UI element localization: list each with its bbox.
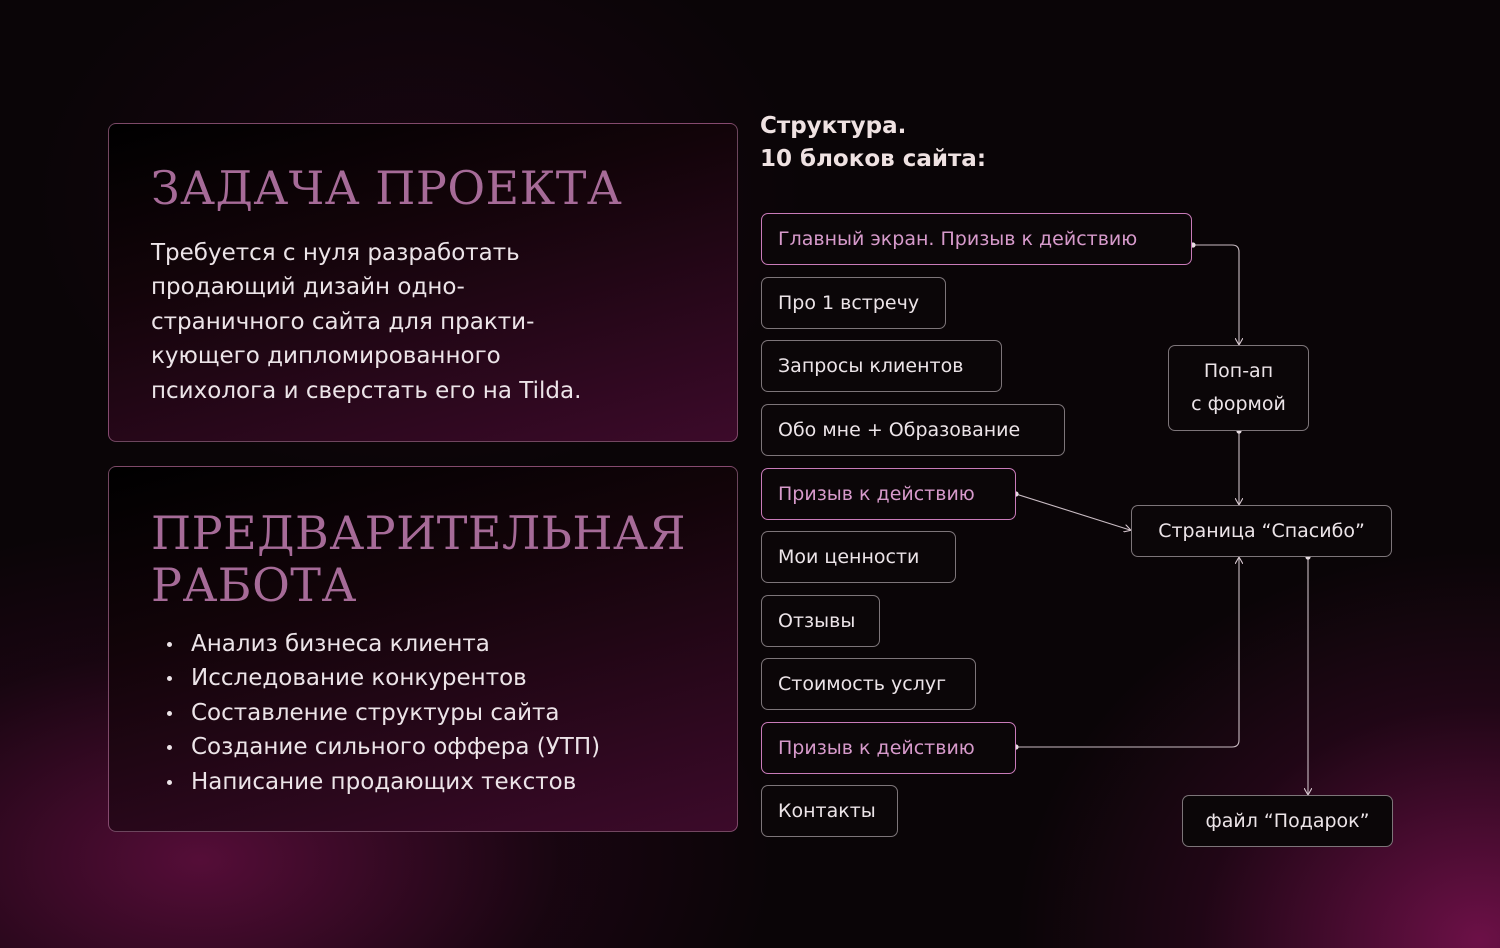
bullet-dot-icon — [167, 711, 172, 716]
structure-title-line2: 10 блоков сайта: — [760, 146, 987, 172]
block-values — [761, 531, 956, 583]
prework-item — [165, 627, 600, 661]
block-cta-2 — [761, 722, 1016, 774]
thanks-page-node — [1131, 505, 1392, 557]
task-title: ЗАДАЧА ПРОЕКТА — [151, 161, 623, 215]
gift-file-node — [1182, 795, 1393, 847]
prework-item-text: Исследование конкурентов — [191, 665, 527, 692]
prework-item-text: Составление структуры сайта — [191, 699, 560, 726]
block-label: Про 1 встречу — [778, 292, 920, 314]
prework-item-text: Написание продающих текстов — [191, 768, 577, 795]
bullet-dot-icon — [167, 642, 172, 647]
prework-title — [151, 507, 686, 611]
block-label: Контакты — [778, 800, 876, 822]
block-hero — [761, 213, 1192, 265]
prework-item — [165, 696, 600, 730]
popup-label: Поп-ап с формой — [1191, 360, 1286, 415]
prework-card — [108, 466, 738, 832]
prework-list — [165, 627, 600, 799]
task-card — [108, 123, 738, 442]
block-label: Призыв к действию — [778, 737, 975, 759]
task-text: Требуется с нуля разработать продающий дизайн одно- страничного сайта для практи- кующего дипломированного психолога и сверстать его на Tilda. — [151, 240, 582, 404]
bullet-dot-icon — [167, 780, 172, 785]
block-label: Призыв к действию — [778, 483, 975, 505]
prework-item-text: Анализ бизнеса клиента — [191, 631, 490, 657]
block-client-requests — [761, 340, 1002, 392]
prework-item — [165, 661, 600, 695]
structure-title — [760, 110, 986, 176]
block-label: Мои ценности — [778, 546, 920, 568]
prework-title-line1: ПРЕДВАРИТЕЛЬНАЯ — [151, 506, 686, 560]
bullet-dot-icon — [167, 745, 172, 750]
gift-label: файл “Подарок” — [1205, 810, 1370, 832]
block-label: Стоимость услуг — [778, 673, 947, 695]
prework-title-line2: РАБОТА — [151, 558, 357, 612]
popup-form-node — [1168, 345, 1309, 431]
structure-title-line1: Структура. — [760, 113, 907, 139]
bullet-dot-icon — [167, 676, 172, 681]
block-first-meeting — [761, 277, 946, 329]
block-contacts — [761, 785, 898, 837]
block-label: Запросы клиентов — [778, 355, 964, 377]
connector-hero-to-popup — [1193, 245, 1239, 344]
prework-item — [165, 730, 600, 764]
connector-cta1-to-thanks — [1016, 494, 1130, 530]
block-reviews — [761, 595, 880, 647]
thanks-label: Страница “Спасибо” — [1158, 520, 1365, 542]
prework-item — [165, 765, 600, 799]
block-label: Отзывы — [778, 610, 856, 632]
block-label: Главный экран. Призыв к действию — [778, 228, 1138, 250]
block-label: Обо мне + Образование — [778, 419, 1021, 441]
block-cta-1 — [761, 468, 1016, 520]
prework-item-text: Создание сильного оффера (УТП) — [191, 734, 601, 761]
block-pricing — [761, 658, 976, 710]
block-about-education — [761, 404, 1065, 456]
connector-cta2-to-thanks — [1016, 558, 1239, 747]
